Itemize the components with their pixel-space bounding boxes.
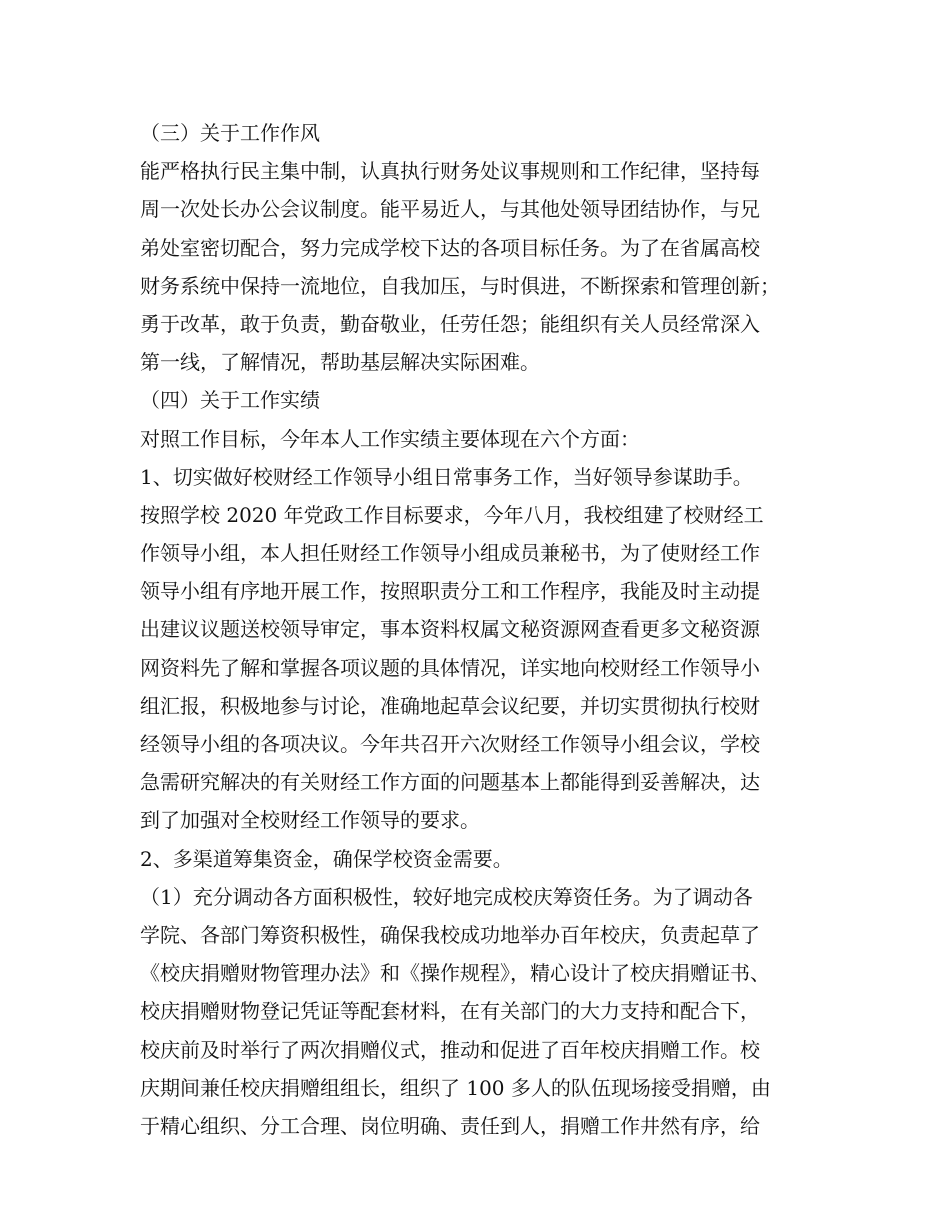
paragraph-line: 按照学校 2020 年党政工作目标要求，今年八月，我校组建了校财经工 <box>140 502 764 527</box>
document-body <box>140 114 830 1145</box>
paragraph-line: 网资料先了解和掌握各项议题的具体情况，详实地向校财经工作领导小 <box>140 655 760 680</box>
section-heading-work-achievements: （四）关于工作实绩 <box>140 388 320 413</box>
list-item-heading: 1、切实做好校财经工作领导小组日常事务工作，当好领导参谋助手。 <box>140 464 753 489</box>
paragraph-line: 作领导小组，本人担任财经工作领导小组成员兼秘书，为了使财经工作 <box>140 541 760 566</box>
paragraph-line: 庆期间兼任校庆捐赠组组长，组织了 100 多人的队伍现场接受捐赠，由 <box>140 1075 771 1100</box>
list-item-heading: 2、多渠道筹集资金，确保学校资金需要。 <box>140 846 513 871</box>
paragraph-line: 急需研究解决的有关财经工作方面的问题基本上都能得到妥善解决，达 <box>140 770 760 795</box>
paragraph-line: 于精心组织、分工合理、岗位明确、责任到人，捐赠工作井然有序，给 <box>140 1113 760 1138</box>
paragraph-line: 组汇报，积极地参与讨论，准确地起草会议纪要，并切实贯彻执行校财 <box>140 693 760 718</box>
paragraph-line: 勇于改革，敢于负责，勤奋敬业，任劳任怨；能组织有关人员经常深入 <box>140 311 760 336</box>
paragraph-line: 出建议议题送校领导审定，事本资料权属文秘资源网查看更多文秘资源 <box>140 617 760 642</box>
paragraph-line: 能严格执行民主集中制，认真执行财务处议事规则和工作纪律，坚持每 <box>140 159 760 184</box>
paragraph-line: 对照工作目标，今年本人工作实绩主要体现在六个方面： <box>140 426 640 451</box>
paragraph-line: 校庆前及时举行了两次捐赠仪式，推动和促进了百年校庆捐赠工作。校 <box>140 1037 760 1062</box>
paragraph-line: 《校庆捐赠财物管理办法》和《操作规程》，精心设计了校庆捐赠证书、 <box>140 961 770 986</box>
paragraph-line: 学院、各部门筹资积极性，确保我校成功地举办百年校庆，负责起草了 <box>140 922 760 947</box>
paragraph-line: 领导小组有序地开展工作，按照职责分工和工作程序，我能及时主动提 <box>140 579 760 604</box>
section-heading-work-style: （三）关于工作作风 <box>140 121 320 145</box>
paragraph-line: 财务系统中保持一流地位，自我加压，与时俱进，不断探索和管理创新； <box>140 273 780 298</box>
paragraph-line: 到了加强对全校财经工作领导的要求。 <box>140 808 480 833</box>
paragraph-line: 第一线，了解情况，帮助基层解决实际困难。 <box>140 350 540 375</box>
paragraph-line: （1）充分调动各方面积极性，较好地完成校庆筹资任务。为了调动各 <box>140 884 753 909</box>
paragraph-line: 校庆捐赠财物登记凭证等配套材料，在有关部门的大力支持和配合下， <box>140 999 760 1024</box>
paragraph-line: 周一次处长办公会议制度。能平易近人，与其他处领导团结协作，与兄 <box>140 197 760 222</box>
paragraph-line: 经领导小组的各项决议。今年共召开六次财经工作领导小组会议，学校 <box>140 732 760 756</box>
paragraph-line: 弟处室密切配合，努力完成学校下达的各项目标任务。为了在省属高校 <box>140 235 760 260</box>
